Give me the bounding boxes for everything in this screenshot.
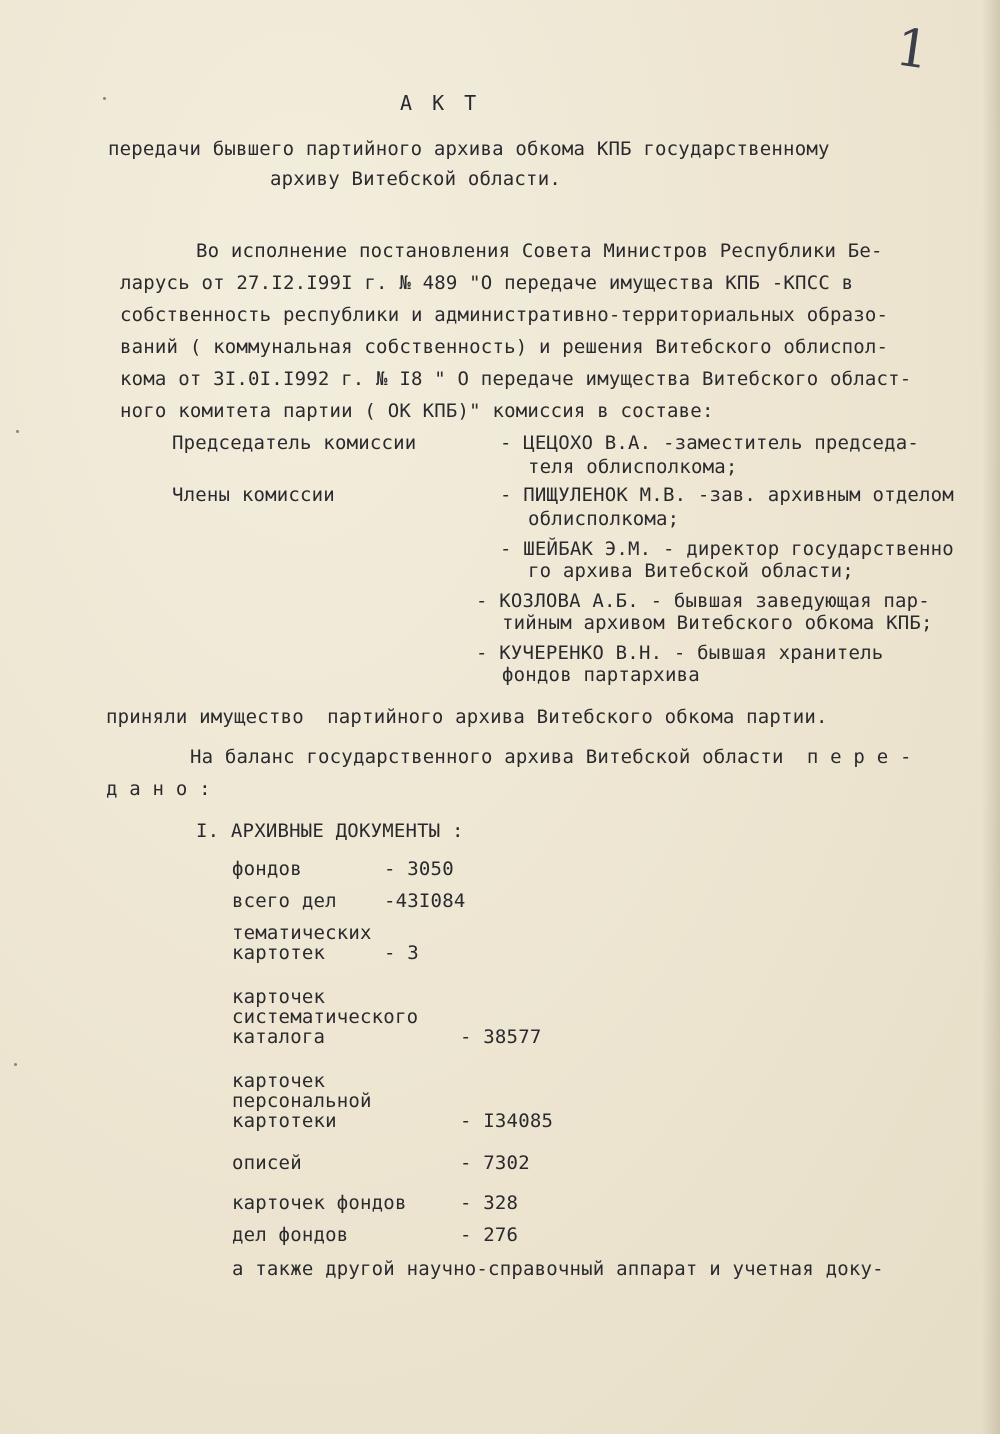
paper-speck [14,1063,17,1066]
closing-line: а также другой научно-справочный аппарат и учетная доку- [232,1258,884,1280]
commission-entry-line: фондов партархива [502,664,700,686]
item-value: - 38577 [460,1026,542,1048]
item-label: фондов [232,858,302,880]
subtitle-line-1: передачи бывшего партийного архива обкома КПБ государственному [108,138,830,160]
intro-line: Во исполнение постановления Совета Министров Республики Бе- [196,240,883,262]
intro-line: ного комитета партии ( ОК КПБ)" комиссия в составе: [120,400,714,422]
commission-entry-line: - КОЗЛОВА А.Б. - бывшая заведующая пар- [476,590,930,612]
transfer-line: На баланс государственного архива Витебской области п е р е - [190,746,912,768]
item-label: карточек [232,986,326,1008]
commission-entry-line: тийным архивом Витебского обкома КПБ; [502,612,933,634]
commission-entry-line: - ЦЕЦОХО В.А. -заместитель председа- [500,432,920,454]
commission-entry-line: - ШЕЙБАК Э.М. - директор государственно [500,538,954,560]
commission-entry-line: теля облисполкома; [528,456,738,478]
commission-entry-line: облисполкома; [528,508,680,530]
item-value: -43I084 [384,890,466,912]
item-value: - I34085 [460,1110,554,1132]
paper-speck [16,430,19,433]
commission-entry-line: го архива Витебской области; [528,560,854,582]
document-title: А К Т [400,91,481,115]
item-label: картотеки [232,1110,337,1132]
item-value: - 276 [460,1224,519,1246]
item-value: - 328 [460,1192,519,1214]
page-edge-shadow [982,0,1000,1434]
commission-members-label: Члены комиссии [172,484,335,506]
intro-line: ваний ( коммунальная собственность) и решения Витебского облиспол- [120,336,889,358]
intro-line: ларусь от 27.I2.I99I г. № 489 "О передаче имущества КПБ -КПСС в [120,272,854,294]
item-label: тематических [232,922,372,944]
handwritten-page-number: 1 [892,17,934,82]
item-value: - 3050 [384,858,454,880]
intro-line: кома от 3I.0I.I992 г. № I8 " О передаче имущества Витебского област- [120,368,912,390]
subtitle-line-2: архиву Витебской области. [270,168,561,190]
transfer-line: д а н о : [106,778,211,800]
item-label: дел фондов [232,1224,349,1246]
commission-entry-line: - КУЧЕРЕНКО В.Н. - бывшая хранитель [476,642,884,664]
commission-entry-line: - ПИЩУЛЕНОК М.В. -зав. архивным отделом [500,484,954,506]
section-heading: I. АРХИВНЫЕ ДОКУМЕНТЫ : [196,820,464,842]
item-value: - 7302 [460,1152,530,1174]
item-value: - 3 [384,942,419,964]
item-label: описей [232,1152,302,1174]
accepted-statement: приняли имущество партийного архива Витебского обкома партии. [106,706,828,728]
item-label: карточек фондов [232,1192,407,1214]
commission-chair-label: Председатель комиссии [172,432,417,454]
item-label: каталога [232,1026,326,1048]
item-label: картотек [232,942,326,964]
item-label: всего дел [232,890,337,912]
item-label: карточек [232,1070,326,1092]
item-label: систематического [232,1006,419,1028]
paper-speck [103,97,106,100]
item-label: персональной [232,1090,372,1112]
intro-line: собственность республики и административно-территориальных образо- [120,304,889,326]
